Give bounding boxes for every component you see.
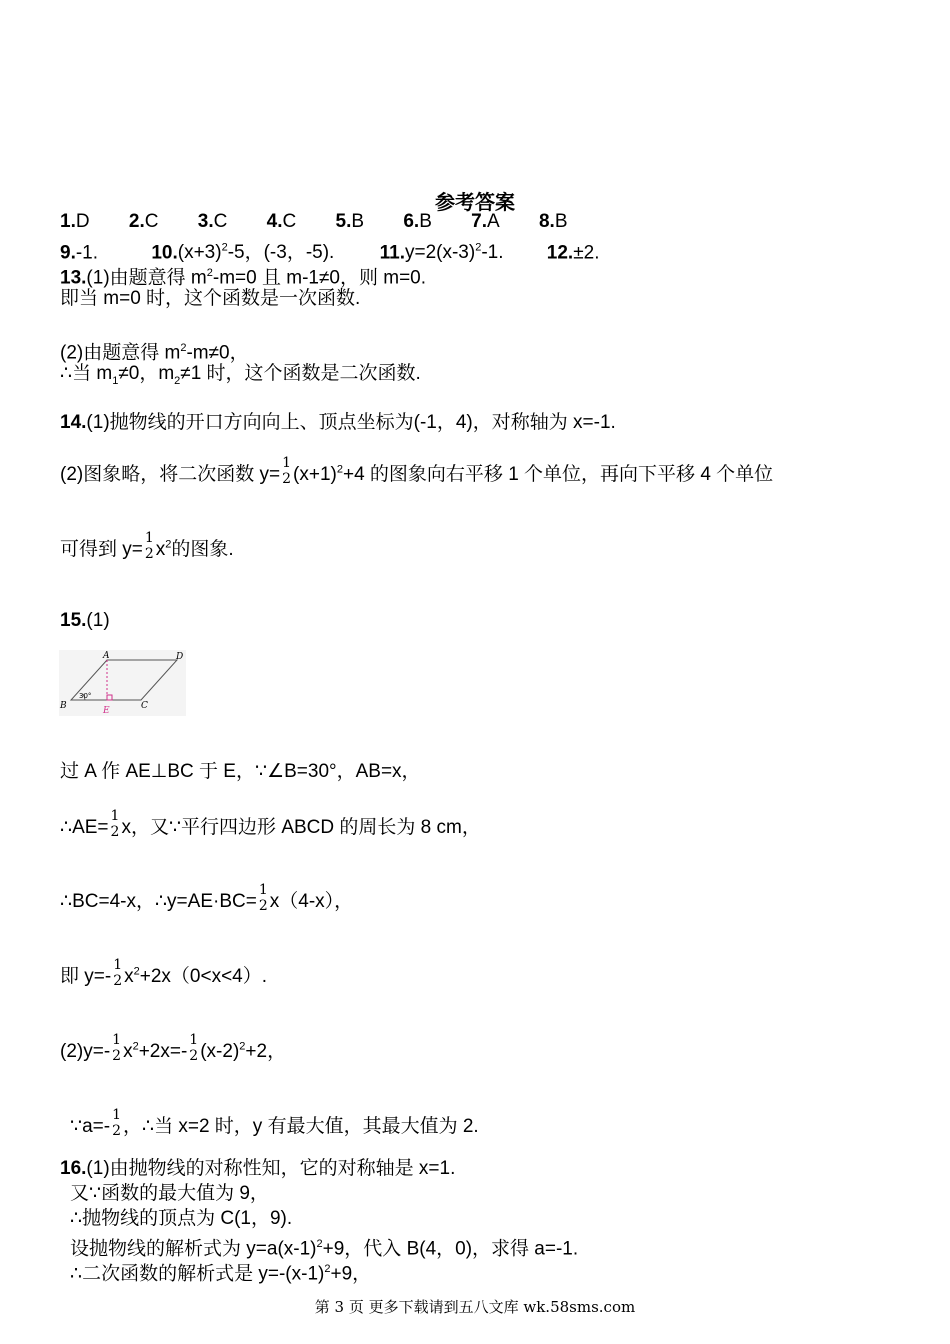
q11-number: 11.: [379, 242, 405, 264]
q16-line-2: 又∵函数的最大值为 9，: [70, 1183, 269, 1204]
q1-answer: D: [75, 211, 90, 232]
page-title: 参考答案: [435, 192, 515, 214]
fraction-one-half: 1 2: [112, 1032, 122, 1064]
q12-number: 12.: [546, 242, 574, 264]
q8-number: 8.: [538, 211, 555, 232]
label-B: B: [60, 701, 67, 711]
q7-number: 7.: [471, 211, 488, 232]
q6-number: 6.: [403, 211, 420, 232]
q14-line-3: 可得到 y= 1 2 $x^2$的图象.: [60, 530, 234, 562]
q13-line-3: (2)由题意得 $m^2-m\ne 0$，: [60, 342, 249, 364]
q13-number: 13.: [60, 267, 87, 289]
q15-line-6: ∵a=- 1 2 ，∴当 x=2 时，y 有最大值，其最大值为 2.: [70, 1107, 479, 1139]
q6-answer: B: [419, 211, 432, 232]
fraction-one-half: 1 2: [282, 455, 292, 487]
q12-answer: ±2.: [573, 242, 600, 264]
q16-line-3: ∴抛物线的顶点为 C(1，9).: [70, 1208, 293, 1229]
q9-answer: -1.: [75, 242, 99, 264]
choice-answers-row: [60, 210, 568, 234]
q16-line-5: ∴二次函数的解析式是 $y=-(x-1)^2+9$，: [70, 1263, 372, 1285]
fraction-one-half: 1 2: [113, 957, 123, 989]
q7-answer: A: [487, 211, 500, 232]
q10-answer: $(x+3)^2-5$，(-3，-5).: [177, 242, 335, 264]
q15-line-5: (2)y=- 1 2 $x^2+2x=-$ 1 2 $(x-2)^2+2$，: [60, 1032, 287, 1064]
fraction-one-half: 1 2: [189, 1032, 199, 1064]
q15-line-2: ∴AE= 1 2 x，又∵平行四边形 ABCD 的周长为 8 cm，: [60, 808, 481, 840]
fraction-one-half: 1 2: [112, 1107, 121, 1139]
q14-number: 14.: [60, 412, 87, 433]
q16-line-1: 16.(1)由抛物线的对称性知，它的对称轴是 x=1.: [60, 1158, 456, 1179]
q11-answer: $y=2(x-3)^2-1$.: [404, 242, 504, 264]
q10-number: 10.: [151, 242, 178, 264]
q16-number: 16.: [60, 1158, 87, 1179]
fraction-one-half: 1 2: [110, 808, 120, 840]
q14-line-2: (2)图象略，将二次函数 y= 1 2 $(x+1)^2+4$ 的图象向右平移 1 个单位，再向下平移 4 个单位: [60, 455, 774, 487]
q1-number: 1.: [60, 211, 76, 232]
q13-line-2: 即当 m=0 时，这个函数是一次函数.: [60, 288, 361, 309]
fraction-one-half: 1 2: [258, 882, 268, 914]
label-E: E: [103, 706, 110, 716]
q13-line-4: ∴当 $m_1\ne 0$，$m_2\ne 1$ 时，这个函数是二次函数.: [60, 363, 421, 387]
parallelogram-figure: [59, 650, 186, 716]
fraction-one-half: 1 2: [144, 530, 154, 562]
q15-line-4: 即 y=- 1 2 $x^2+2x(0<x<4)$.: [60, 957, 268, 989]
page-footer: 第 3 页 更多下载请到五八文库 wk.58sms.com: [314, 1298, 636, 1316]
q15-number: 15.: [60, 610, 87, 631]
q15-line-3: ∴BC=4-x，∴y=AE·BC= 1 2 x（4-x），: [60, 882, 354, 914]
q4-answer: C: [282, 211, 297, 232]
q2-number: 2.: [128, 211, 145, 232]
q14-line-1: 14.(1)抛物线的开口方向向上、顶点坐标为(-1，4)，对称轴为 x=-1.: [60, 412, 616, 433]
q13-line-1: 13.(1)由题意得 $m^2-m=0$ 且 m-1≠0，则 m=0.: [60, 267, 427, 289]
q15-heading: 15.(1): [60, 610, 110, 631]
q5-answer: B: [351, 211, 365, 232]
q3-number: 3.: [197, 211, 214, 232]
label-C: C: [141, 701, 148, 711]
q4-number: 4.: [266, 211, 283, 232]
label-angle: 30°: [79, 692, 92, 700]
q8-answer: B: [554, 211, 568, 232]
q5-number: 5.: [335, 211, 352, 232]
label-A: A: [103, 651, 110, 661]
q9-number: 9.: [60, 242, 76, 264]
q3-answer: C: [213, 211, 228, 232]
q2-answer: C: [144, 211, 159, 232]
q15-line-1: 过 A 作 AE⊥BC 于 E，∵∠B=30°，AB=x，: [60, 761, 421, 782]
q16-line-4: 设抛物线的解析式为 $y=a(x-1)^2+9$，代入 B(4，0)，求得 a=-1.: [70, 1238, 579, 1260]
label-D: D: [176, 652, 184, 662]
